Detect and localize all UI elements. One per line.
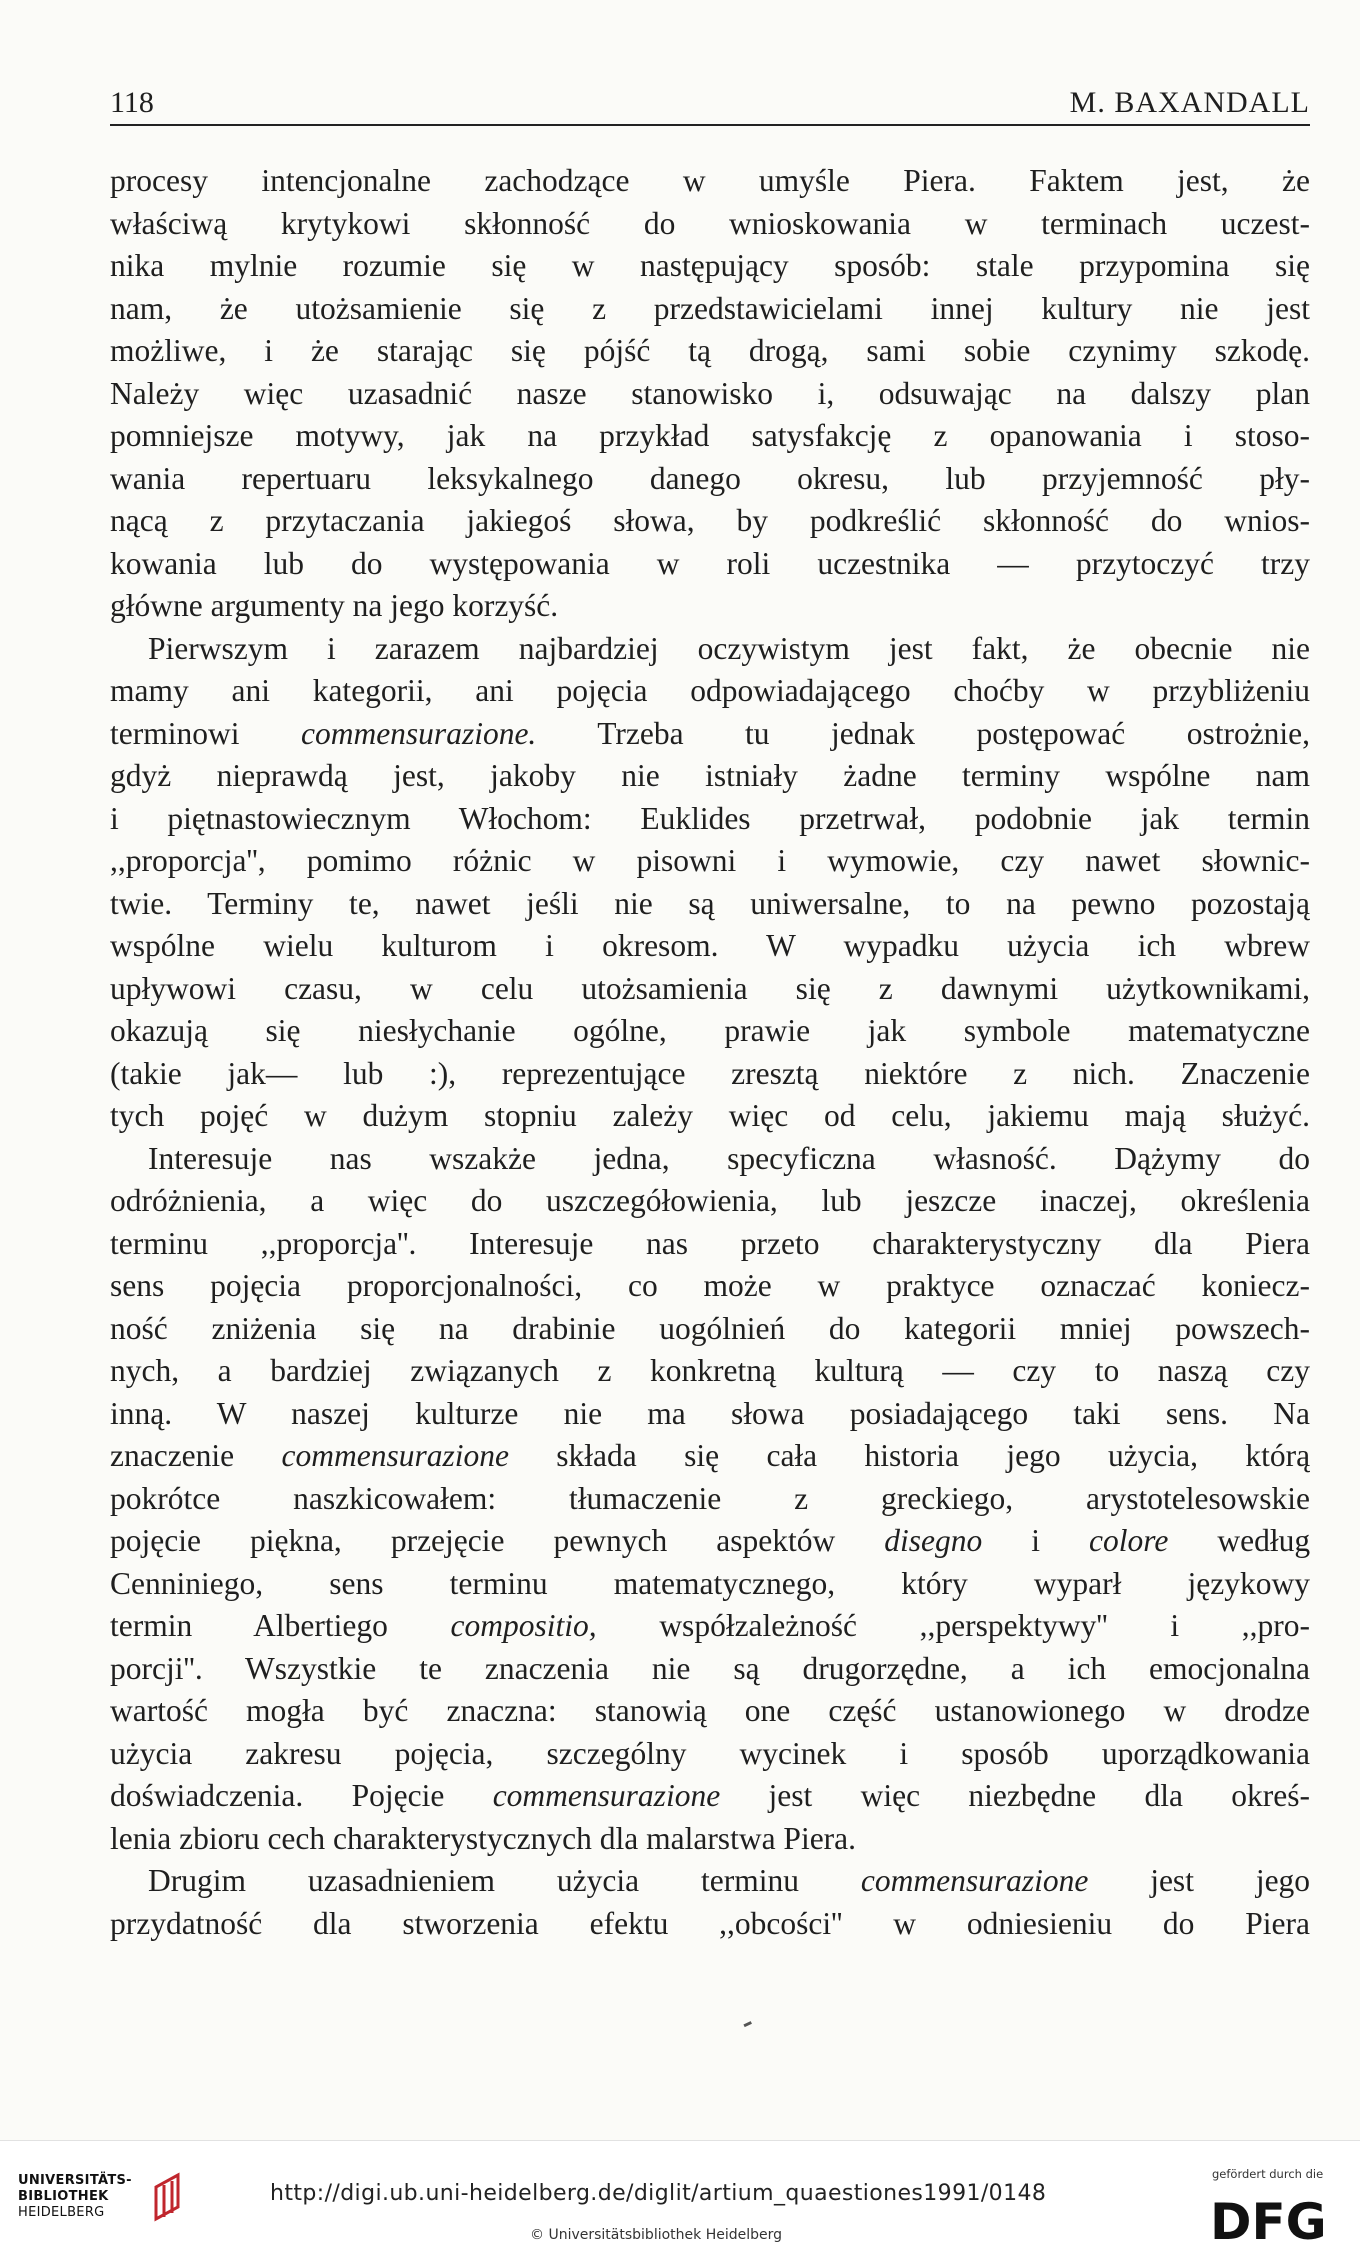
body-text	[110, 160, 1310, 1945]
text-line: gdyż nieprawdą jest, jakoby nie istniały żadne terminy wspólne nam	[110, 758, 1310, 793]
text-line: lenia zbioru cech charakterystycznych dla malarstwa Piera.	[110, 1820, 857, 1856]
text-line: przydatność dla stworzenia efektu ,,obcości'' w odniesieniu do Piera	[110, 1905, 1310, 1941]
text-line: inną. W naszej kulturze nie ma słowa posiadającego taki sens. Na	[110, 1395, 1310, 1431]
text-line: pokrótce naszkicowałem: tłumaczenie z greckiego, arystotelesowskie	[110, 1480, 1310, 1516]
text-line: znaczenie commensurazione składa się cała historia jego użycia, którą	[110, 1438, 1310, 1473]
page-number: 118	[110, 86, 154, 119]
text-line: upływowi czasu, w celu utożsamienia się z dawnymi użytkownikami,	[110, 970, 1310, 1006]
text-line: wania repertuaru leksykalnego danego okresu, lub przyjemność pły-	[110, 460, 1310, 496]
text-line: ność zniżenia się na drabinie uogólnień do kategorii mniej powszech-	[110, 1310, 1310, 1346]
text-line: odróżnienia, a więc do uszczegółowienia, lub jeszcze inaczej, określenia	[110, 1183, 1310, 1218]
library-logo[interactable]	[18, 2173, 132, 2221]
text-line: nam, że utożsamienie się z przedstawicielami innej kultury nie jest	[110, 290, 1310, 326]
text-line: możliwe, i że starając się pójść tą drogą, sami sobie czynimy szkodę.	[110, 333, 1310, 368]
copyright-notice: © Universitätsbibliothek Heidelberg	[530, 2227, 783, 2243]
text-line: okazują się niesłychanie ogólne, prawie jak symbole matematyczne	[110, 1013, 1310, 1048]
logo-line-3: HEIDELBERG	[18, 2205, 105, 2220]
text-line: właściwą krytykowi skłonność do wnioskowania w terminach uczest-	[110, 205, 1310, 241]
text-line: (takie jak— lub :), reprezentujące zresztą niektóre z nich. Znaczenie	[110, 1055, 1310, 1091]
text-line: ,,proporcja'', pomimo różnic w pisowni i wymowie, czy nawet słownic-	[110, 843, 1310, 878]
text-line: wspólne wielu kulturom i okresom. W wypadku użycia ich wbrew	[110, 928, 1310, 963]
text-line: i piętnastowiecznym Włochom: Euklides przetrwał, podobnie jak termin	[110, 800, 1310, 836]
funding-note: gefördert durch die	[1212, 2167, 1324, 2181]
digitization-footer	[0, 2140, 1360, 2259]
text-line: sens pojęcia proporcjonalności, co może w praktyce oznaczać koniecz-	[110, 1268, 1310, 1303]
text-line: użycia zakresu pojęcia, szczególny wycinek i sposób uporządkowania	[110, 1735, 1310, 1771]
text-line: Interesuje nas wszakże jedna, specyficzna własność. Dążymy do	[148, 1140, 1310, 1176]
text-line: procesy intencjonalne zachodzące w umyśle Piera. Faktem jest, że	[110, 163, 1310, 198]
text-line: porcji''. Wszystkie te znaczenia nie są drugorzędne, a ich emocjonalna	[110, 1650, 1310, 1686]
text-line: twie. Terminy te, nawet jeśli nie są uniwersalne, to na pewno pozostają	[110, 885, 1310, 921]
text-line: pojęcie piękna, przejęcie pewnych aspektów disegno i colore według	[110, 1523, 1310, 1558]
text-line: tych pojęć w dużym stopniu zależy więc od celu, jakiemu mają służyć.	[110, 1098, 1310, 1133]
text-line: nika mylnie rozumie się w następujący sposób: stale przypomina się	[110, 248, 1310, 283]
text-line: termin Albertiego compositio, współzależność ,,perspektywy'' i ,,pro-	[110, 1608, 1310, 1643]
logo-line-2: BIBLIOTHEK	[18, 2189, 109, 2204]
text-line: pomniejsze motywy, jak na przykład satysfakcję z opanowania i stoso-	[110, 418, 1310, 453]
text-line: kowania lub do występowania w roli uczestnika — przytoczyć trzy	[110, 545, 1310, 581]
dfg-logo	[1208, 2189, 1338, 2249]
text-line: nącą z przytaczania jakiegoś słowa, by podkreślić skłonność do wnios-	[110, 503, 1310, 538]
stray-ink-mark	[740, 2014, 752, 2027]
text-line: Drugim uzasadnieniem użycia terminu commensurazione jest jego	[148, 1863, 1310, 1898]
permalink-url[interactable]: http://digi.ub.uni-heidelberg.de/diglit/artium_quaestiones1991/0148	[270, 2181, 1047, 2206]
text-line: mamy ani kategorii, ani pojęcia odpowiadającego choćby w przybliżeniu	[110, 673, 1310, 708]
text-line: nych, a bardziej związanych z konkretną kulturą — czy to naszą czy	[110, 1353, 1310, 1388]
text-line: Pierwszym i zarazem najbardziej oczywistym jest fakt, że obecnie nie	[148, 630, 1310, 666]
text-line: wartość mogła być znaczna: stanowią one część ustanowionego w drodze	[110, 1693, 1310, 1728]
text-line: terminowi commensurazione. Trzeba tu jednak postępować ostrożnie,	[110, 715, 1310, 751]
running-header	[110, 84, 1310, 126]
text-line: terminu ,,proporcja''. Interesuje nas przeto charakterystyczny dla Piera	[110, 1225, 1310, 1261]
text-line: Należy więc uzasadnić nasze stanowisko i, odsuwając na dalszy plan	[110, 375, 1310, 411]
text-line: Cenniniego, sens terminu matematycznego, który wyparł językowy	[110, 1565, 1310, 1601]
text-line: główne argumenty na jego korzyść.	[110, 588, 559, 623]
text-line: doświadczenia. Pojęcie commensurazione jest więc niezbędne dla okreś-	[110, 1778, 1310, 1813]
logo-line-1: UNIVERSITÄTS-	[18, 2173, 132, 2188]
dfg-logo-text: DFG	[1210, 2193, 1327, 2249]
running-head-author: M. BAXANDALL	[1069, 86, 1310, 119]
library-mark-icon	[148, 2171, 188, 2225]
